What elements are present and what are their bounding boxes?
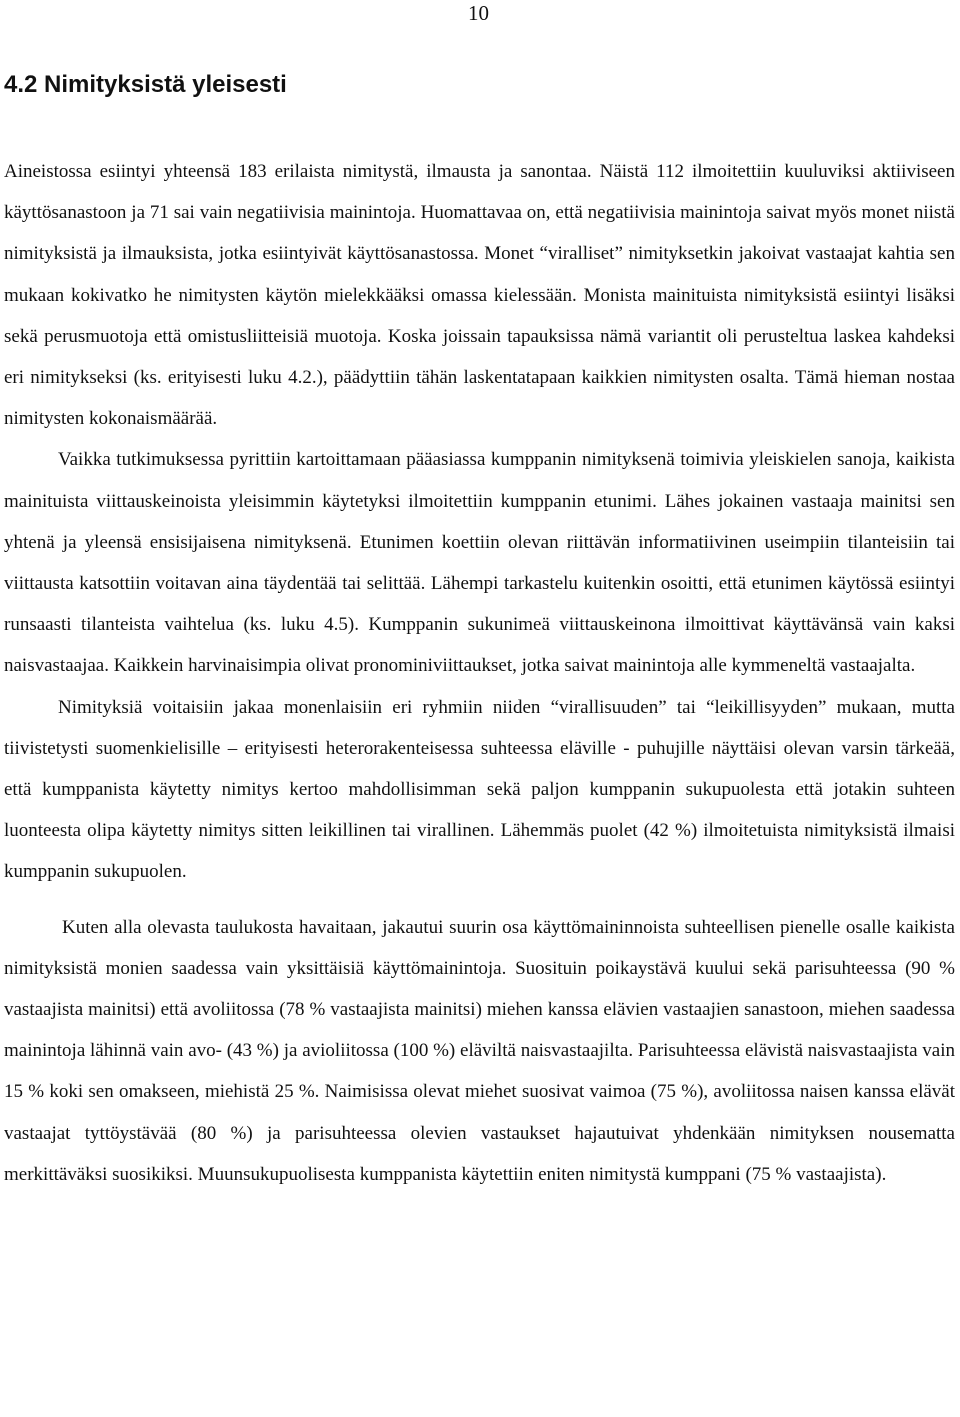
body-text bbox=[4, 151, 955, 1195]
paragraph-1: Aineistossa esiintyi yhteensä 183 erilaista nimitystä, ilmausta ja sanontaa. Näistä 112 ilmoitettiin kuuluviksi aktiiviseen käyttösanastoon ja 71 sai vain negatiivisia mainintoja. Huomattavaa on, että negatiivisia mainintoja saivat myös monet niistä nimityksistä ja ilmauksista, jotka esiintyivät käyttösanastossa. Monet “viralliset” nimityksetkin jakoivat vastaajat kahtia sen mukaan kokivatko he nimitysten käytön mielekkääksi omassa kielessään. Monista mainituista nimityksistä esiintyi lisäksi sekä perusmuotoja että omistusliitteisiä muotoja. Koska joissain tapauksissa nämä variantit oli perusteltua laskea kahdeksi eri nimitykseksi (ks. erityisesti luku 4.2.), päädyttiin tähän laskentatapaan kaikkien nimitysten osalta. Tämä hieman nostaa nimitysten kokonaismäärää. bbox=[4, 161, 955, 430]
paragraph-2: Vaikka tutkimuksessa pyrittiin kartoittamaan pääasiassa kumppanin nimityksenä toimivia yleiskielen sanoja, kaikista mainituista viittauskeinoista yleisimmin käytetyksi ilmoitettiin kumppanin etunimi. Lähes jokainen vastaaja mainitsi sen yhtenä ja yleensä ensisijaisena nimityksenä. Etunimen koettiin olevan riittävän informatiivinen useimpiin tilanteisiin tai viittausta katsottiin voitavan aina täydentää tai selittää. Lähempi tarkastelu kuitenkin osoitti, että etunimen käytössä esiintyi runsaasti tilanteista vaihtelua (ks. luku 4.5). Kumppanin sukunimeä viittauskeinona ilmoittivat käyttävänsä vain kaksi naisvastaajaa. Kaikkein harvinaisimpia olivat pronominiviittaukset, jotka saivat mainintoja alle kymmeneltä vastaajalta. bbox=[4, 449, 955, 677]
paragraph-4: Kuten alla olevasta taulukosta havaitaan, jakautui suurin osa käyttömaininnoista suhteellisen pienelle osalle kaikista nimityksistä monien saadessa vain yksittäisiä käyttömainintoja. Suosituin poikaystävä kuului sekä parisuhteessa (90 % vastaajista mainitsi) että avoliitossa (78 % vastaajista mainitsi) miehen kanssa elävien vastaajien sanastoon, miehen saadessa mainintoja lähinnä vain avo- (43 %) ja avioliitossa (100 %) eläviltä naisvastaajilta. Parisuhteessa elävistä naisvastaajista vain 15 % koki sen omakseen, miehistä 25 %. Naimisissa olevat miehet suosivat vaimoa (75 %), avoliitossa naisen kanssa elävät vastaajat tyttöystävää (80 %) ja parisuhteessa olevien vastaukset hajautuivat yhdenkään nimityksen nousematta merkittäväksi suosikiksi. Muunsukupuolisesta kumppanista käytettiin eniten nimitystä kumppani (75 % vastaajista). bbox=[4, 916, 955, 1185]
section-heading: 4.2 Nimityksistä yleisesti bbox=[4, 71, 287, 98]
paragraph-3: Nimityksiä voitaisiin jakaa monenlaisiin eri ryhmiin niiden “virallisuuden” tai “leikillisyyden” mukaan, mutta tiivistetysti suomenkielisille – erityisesti heterorakenteisessa suhteessa eläville - puhujille näyttäisi olevan varsin tärkeää, että kumppanista käytetty nimitys kertoo mahdollisimman sekä paljon kumppanin sukupuolesta että jotakin suhteen luonteesta olipa käytetty nimitys sitten leikillinen tai virallinen. Lähemmäs puolet (42 %) ilmoitetuista nimityksistä ilmaisi kumppanin sukupuolen. bbox=[4, 696, 955, 883]
page-number: 10 bbox=[468, 1, 489, 25]
